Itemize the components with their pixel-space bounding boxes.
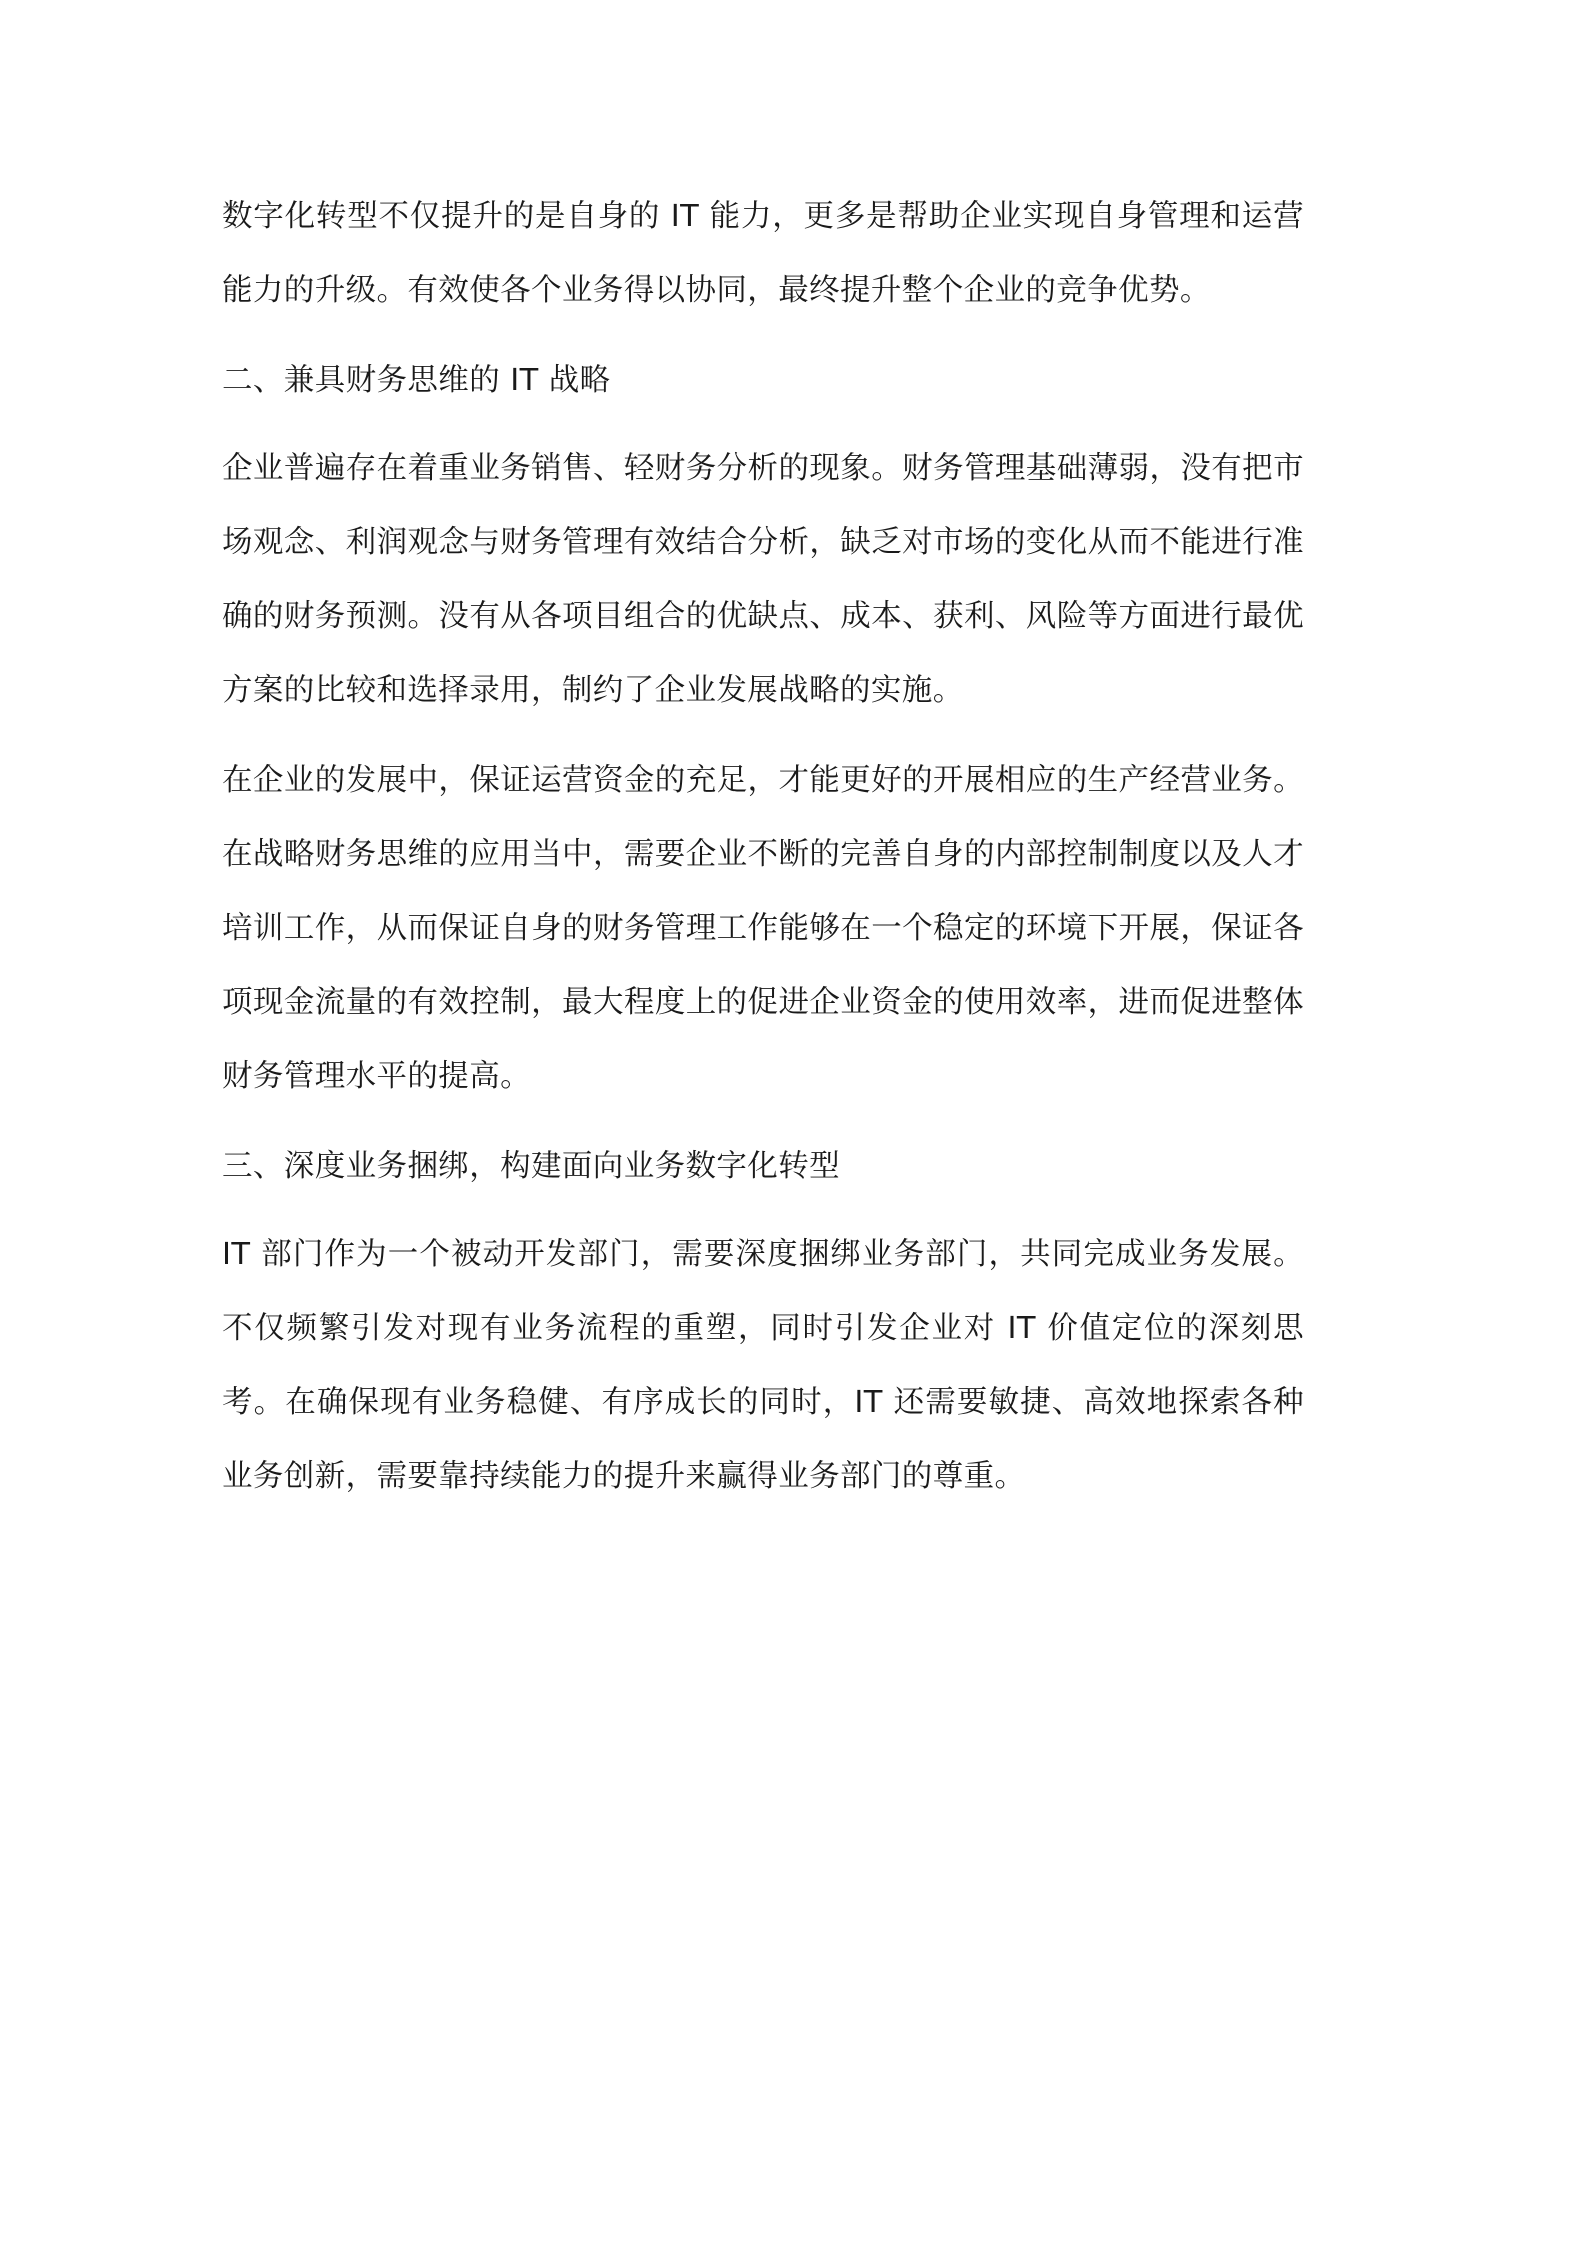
- paragraph-4: IT 部门作为一个被动开发部门，需要深度捆绑业务部门，共同完成业务发展。不仅频繁引发对现有业务流程的重塑，同时引发企业对 IT 价值定位的深刻思考。在确保现有业务稳健、有序成长的同时，IT 还需要敏捷、高效地探索各种业务创新，需要靠持续能力的提升来赢得业务部门的尊重。: [222, 1237, 1304, 1494]
- document-body: [222, 180, 1304, 1514]
- section-heading-three: 三、深度业务捆绑，构建面向业务数字化转型: [222, 1149, 840, 1184]
- paragraph-2: 企业普遍存在着重业务销售、轻财务分析的现象。财务管理基础薄弱，没有把市场观念、利润观念与财务管理有效结合分析，缺乏对市场的变化从而不能进行准确的财务预测。没有从各项目组合的优缺点、成本、获利、风险等方面进行最优方案的比较和选择录用，制约了企业发展战略的实施。: [222, 451, 1304, 708]
- paragraph-1: 数字化转型不仅提升的是自身的 IT 能力，更多是帮助企业实现自身管理和运营能力的升级。有效使各个业务得以协同，最终提升整个企业的竞争优势。: [222, 199, 1304, 308]
- paragraph-3: 在企业的发展中，保证运营资金的充足，才能更好的开展相应的生产经营业务。在战略财务思维的应用当中，需要企业不断的完善自身的内部控制制度以及人才培训工作，从而保证自身的财务管理工作能够在一个稳定的环境下开展，保证各项现金流量的有效控制，最大程度上的促进企业资金的使用效率，进而促进整体财务管理水平的提高。: [222, 763, 1304, 1094]
- section-heading-two: 二、兼具财务思维的 IT 战略: [222, 363, 611, 398]
